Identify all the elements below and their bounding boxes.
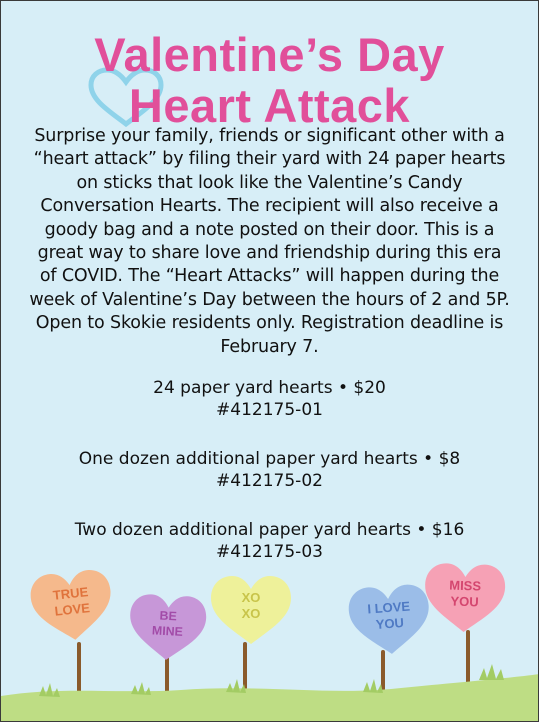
title-line-1: Valentine’s Day xyxy=(94,28,445,81)
option-code: #412175-02 xyxy=(216,471,323,491)
candy-heart-text: MINE xyxy=(151,623,184,639)
option-code: #412175-03 xyxy=(216,542,323,562)
candy-heart-text: XO xyxy=(241,590,261,605)
candy-heart xyxy=(347,583,432,656)
candy-heart xyxy=(211,576,291,644)
candy-heart xyxy=(424,563,506,634)
candy-heart xyxy=(128,593,207,661)
option-label: 24 paper yard hearts • $20 xyxy=(153,378,386,398)
title-line-2: Heart Attack xyxy=(128,79,411,132)
description: Surprise your family, friends or significant other with a “heart attack” by filing their yard with 24 paper hearts on sticks that look like the Valentine’s Candy Conversation Hearts. The recipient will also receive a goody bag and a note posted on their door. This is a great way to share love and friendship during this era of COVID. The “Heart Attacks” will happen during the week of Valentine’s Day between the hours of 2 and 5P. Open to Skokie residents only. Registration deadline is February 7. xyxy=(29,126,510,357)
candy-heart-text: I LOVE xyxy=(366,598,411,617)
candy-heart-text: XO xyxy=(241,606,261,621)
candy-heart-text: BE xyxy=(159,608,178,624)
candy-heart xyxy=(29,568,116,644)
yard-scene xyxy=(1,556,539,721)
option-2 xyxy=(1,448,538,492)
candy-hearts xyxy=(1,556,539,721)
candy-heart-text: YOU xyxy=(375,615,405,632)
candy-heart-text: LOVE xyxy=(53,600,91,619)
candy-heart-text: MISS xyxy=(449,577,482,594)
option-1 xyxy=(1,377,538,421)
option-code: #412175-01 xyxy=(216,400,323,420)
option-label: One dozen additional paper yard hearts • $8 xyxy=(78,449,461,469)
candy-heart-text: YOU xyxy=(450,593,479,610)
candy-heart-text: TRUE xyxy=(52,584,89,603)
option-label: Two dozen additional paper yard hearts • $16 xyxy=(74,520,465,540)
